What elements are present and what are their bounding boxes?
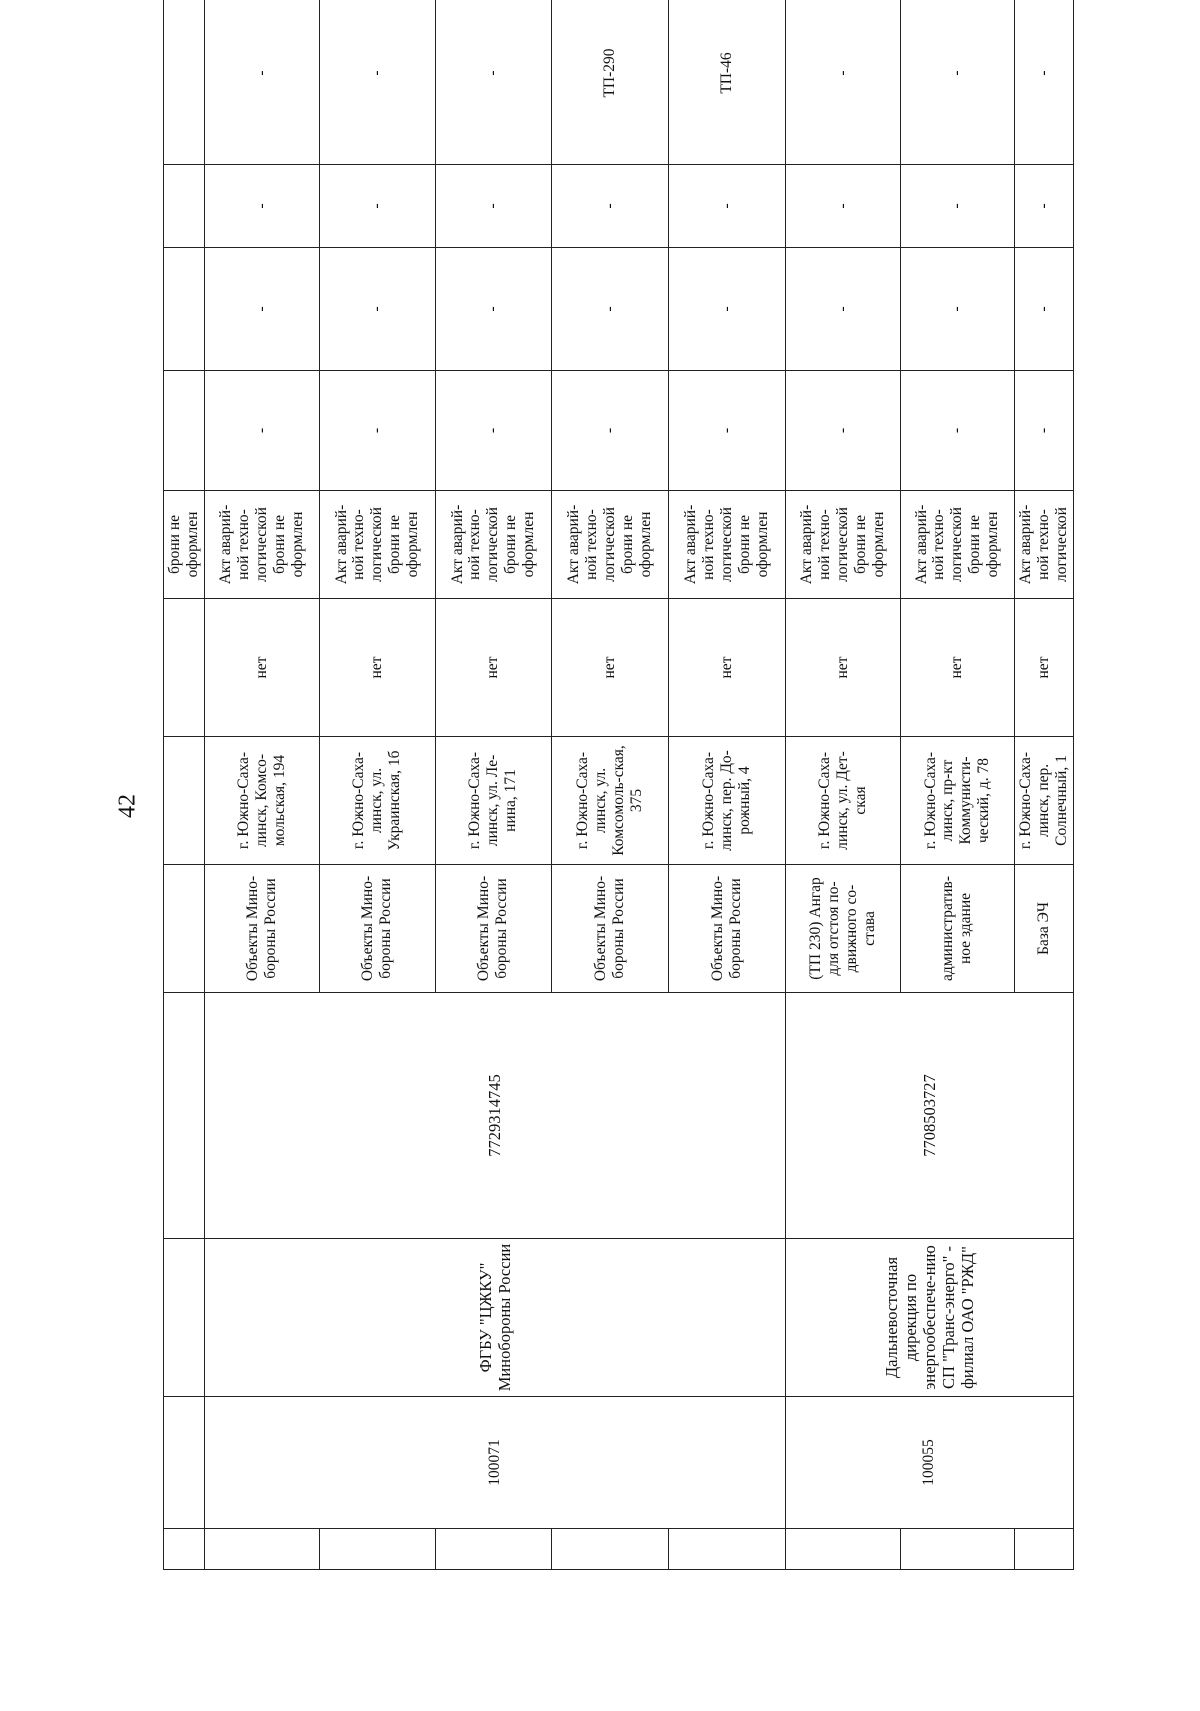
status-cell: нет — [551, 599, 668, 737]
dash-cell: - — [785, 248, 900, 371]
dash-cell: - — [551, 248, 668, 371]
dash-cell: - — [204, 248, 319, 371]
empty-cell — [668, 1529, 785, 1570]
status-cell: нет — [204, 599, 319, 737]
empty-cell — [164, 993, 205, 1239]
address-cell: г. Южно-Саха-линск, ул. Дет-ская — [785, 737, 900, 865]
group-inn: 7729314745 — [204, 993, 785, 1239]
object-cell: административ-ное здание — [900, 865, 1014, 993]
empty-cell — [164, 165, 205, 248]
object-cell: База ЭЧ — [1014, 865, 1073, 993]
act-cell: Акт аварий-ной техно-логической брони не оформлен — [319, 491, 435, 599]
empty-cell — [435, 1529, 551, 1570]
tp-cell: - — [435, 0, 551, 165]
status-cell: нет — [900, 599, 1014, 737]
dash-cell: - — [785, 165, 900, 248]
empty-cell — [164, 248, 205, 371]
empty-cell — [164, 371, 205, 491]
tp-cell: - — [785, 0, 900, 165]
dash-cell: - — [435, 371, 551, 491]
dash-cell: - — [319, 248, 435, 371]
dash-cell: - — [900, 248, 1014, 371]
group-code: 100071 — [204, 1397, 785, 1529]
object-cell: Объекты Мино-бороны России — [319, 865, 435, 993]
dash-cell: - — [668, 165, 785, 248]
address-cell: г. Южно-Саха-линск, ул. Ле-нина, 171 — [435, 737, 551, 865]
status-cell: нет — [435, 599, 551, 737]
group-org: ФГБУ "ЦЖКУ" Минобороны России — [204, 1239, 785, 1397]
status-cell: нет — [668, 599, 785, 737]
empty-cell — [551, 1529, 668, 1570]
tp-cell: ТП-46 — [668, 0, 785, 165]
dash-cell: - — [1014, 248, 1073, 371]
empty-cell — [164, 1239, 205, 1397]
dash-cell: - — [785, 371, 900, 491]
page-number: 42 — [114, 794, 141, 818]
dash-cell: - — [668, 371, 785, 491]
table-row — [204, 0, 319, 1570]
dash-cell: - — [900, 371, 1014, 491]
rotated-table-wrapper — [163, 48, 1070, 1570]
address-cell: г. Южно-Саха-линск, Комсо-мольская, 194 — [204, 737, 319, 865]
dash-cell: - — [1014, 165, 1073, 248]
address-cell: г. Южно-Саха-линск, пер. Солнечный, 1 — [1014, 737, 1073, 865]
act-cell: Акт аварий-ной техно-логической брони не оформлен — [204, 491, 319, 599]
act-cell: Акт аварий-ной техно-логической брони не оформлен — [435, 491, 551, 599]
act-cell: Акт аварий-ной техно-логической брони не оформлен — [551, 491, 668, 599]
dash-cell: - — [204, 371, 319, 491]
object-cell: Объекты Мино-бороны России — [435, 865, 551, 993]
empty-cell — [1014, 1529, 1073, 1570]
act-cell: Акт аварий-ной техно-логической — [1014, 491, 1073, 599]
empty-cell — [785, 1529, 900, 1570]
object-cell: (ТП 230) Ангар для отстоя по-движного со-става — [785, 865, 900, 993]
group-code: 100055 — [785, 1397, 1073, 1529]
empty-cell — [204, 1529, 319, 1570]
object-cell: Объекты Мино-бороны России — [204, 865, 319, 993]
address-cell: г. Южно-Саха-линск, пер. До-рожный, 4 — [668, 737, 785, 865]
group-org: Дальневосточная дирекция по энергообеспече-нию СП "Транс-энерго" - филиал ОАО "РЖД" — [785, 1239, 1073, 1397]
empty-cell — [164, 599, 205, 737]
dash-cell: - — [435, 165, 551, 248]
dash-cell: - — [319, 371, 435, 491]
group-inn: 7708503727 — [785, 993, 1073, 1239]
dash-cell: - — [668, 248, 785, 371]
table-row — [785, 0, 900, 1570]
empty-cell — [164, 0, 205, 165]
act-cell: Акт аварий-ной техно-логической брони не оформлен — [785, 491, 900, 599]
empty-cell — [319, 1529, 435, 1570]
tp-cell: - — [204, 0, 319, 165]
empty-cell — [164, 1529, 205, 1570]
tp-cell: ТП-290 — [551, 0, 668, 165]
status-cell: нет — [319, 599, 435, 737]
dash-cell: - — [319, 165, 435, 248]
act-cell: Акт аварий-ной техно-логической брони не оформлен — [668, 491, 785, 599]
dash-cell: - — [551, 165, 668, 248]
empty-cell — [164, 1397, 205, 1529]
dash-cell: - — [1014, 371, 1073, 491]
dash-cell: - — [204, 165, 319, 248]
empty-cell — [900, 1529, 1014, 1570]
tp-cell: - — [1014, 0, 1073, 165]
act-cell: Акт аварий-ной техно-логической брони не оформлен — [900, 491, 1014, 599]
continuation-cell: брони не оформлен — [164, 491, 205, 599]
status-cell: нет — [785, 599, 900, 737]
object-cell: Объекты Мино-бороны России — [551, 865, 668, 993]
dash-cell: - — [900, 165, 1014, 248]
dash-cell: - — [435, 248, 551, 371]
address-cell: г. Южно-Саха-линск, пр-кт Коммунисти-ческий, д. 78 — [900, 737, 1014, 865]
facilities-table — [163, 0, 1074, 1570]
address-cell: г. Южно-Саха-линск, ул. Комсомоль-ская, 375 — [551, 737, 668, 865]
status-cell: нет — [1014, 599, 1073, 737]
dash-cell: - — [551, 371, 668, 491]
tp-cell: - — [900, 0, 1014, 165]
continuation-row — [164, 0, 205, 1570]
object-cell: Объекты Мино-бороны России — [668, 865, 785, 993]
empty-cell — [164, 865, 205, 993]
tp-cell: - — [319, 0, 435, 165]
empty-cell — [164, 737, 205, 865]
address-cell: г. Южно-Саха-линск, ул. Украинская, 1б — [319, 737, 435, 865]
